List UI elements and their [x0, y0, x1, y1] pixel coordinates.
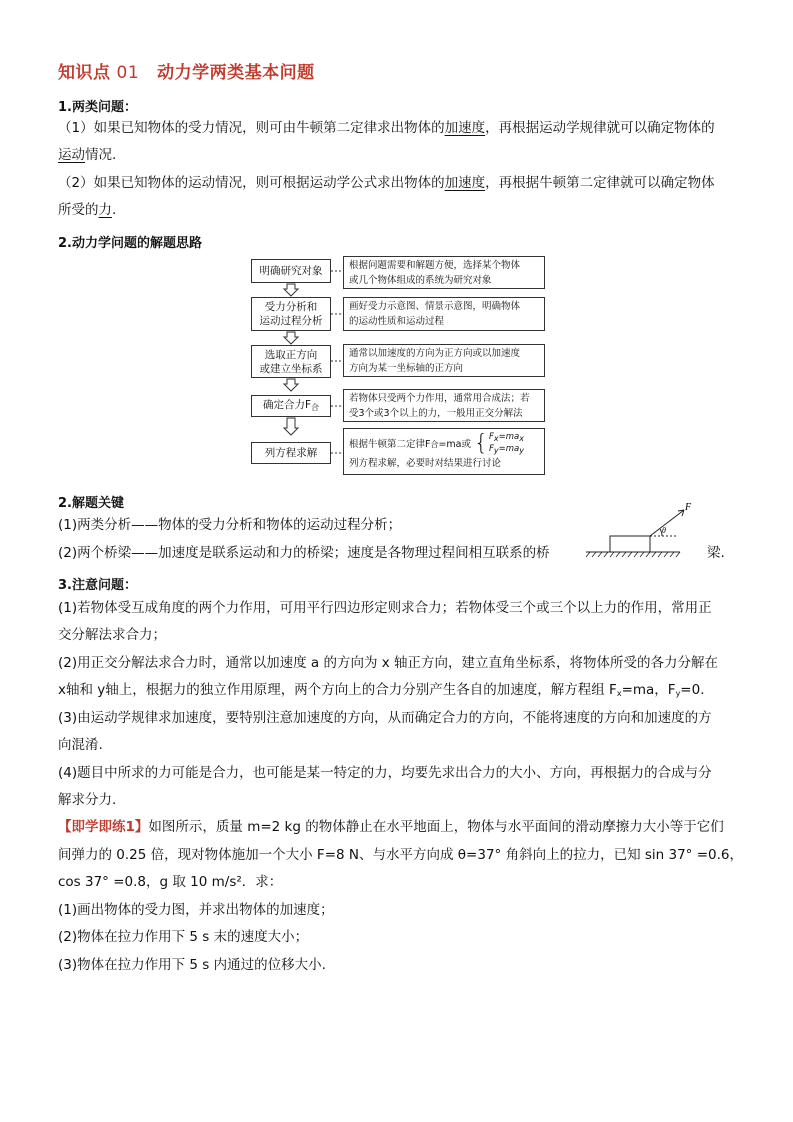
s3-line2-end: 梁.	[707, 545, 725, 561]
s1-l3c: ，再根据牛顿第二定律就可以确定物体	[485, 175, 715, 191]
s1-heading: 1.两类问题：	[58, 100, 137, 115]
s1-l1b: 加速度	[444, 120, 486, 136]
exercise-q1: (1)画出物体的受力图，并求出物体的加速度；	[58, 902, 334, 918]
eq-y-F: F	[489, 444, 494, 454]
s4-l4c: =0.	[680, 682, 705, 698]
eq-y-sub: y	[493, 446, 499, 455]
s4-line8: 解求分力.	[58, 792, 117, 808]
flow-step-2-line1: 受力分析和	[264, 301, 318, 313]
angle-label: θ	[662, 526, 666, 535]
s4-l4b: =ma，F	[621, 682, 676, 698]
down-arrow-icon-2	[284, 332, 298, 344]
s1-l2a: 运动	[58, 147, 85, 163]
flow-step-3-line2: 或建立坐标系	[259, 362, 323, 375]
s3-line2: (2)两个桥梁——加速度是联系运动和力的桥梁；速度是各物理过程间相互联系的桥	[58, 545, 550, 561]
s3-heading: 2.解题关键	[58, 496, 124, 511]
flow-note-5-text1: 根据牛顿第二定律F	[349, 438, 431, 450]
eq-y-rhs: =ma	[498, 444, 520, 454]
eq-x-sub2: x	[519, 434, 524, 443]
s4-line5: (3)由运动学规律求加速度，要特别注意加速度的方向，从而确定合力的方向，不能将速度的方向和加速度的方	[58, 710, 712, 726]
s1-l1a: （1）如果已知物体的受力情况，则可由牛顿第二定律求出物体的	[58, 120, 445, 136]
exercise-q2: (2)物体在拉力作用下 5 s 末的速度大小；	[58, 929, 309, 945]
s4-l4-sub2: y	[675, 689, 681, 698]
exercise-line2: 间弹力的 0.25 倍，现对物体施加一个大小 F=8 N、与水平方向成 θ=37° 角斜向上的拉力，已知 sin 37° =0.6，	[58, 847, 743, 863]
eq-x-F: F	[489, 432, 494, 442]
exercise-line3: cos 37° =0.8，g 取 10 m/s²．求：	[58, 874, 283, 890]
title-text: 动力学两类基本问题	[157, 63, 315, 83]
s1-l2b: 情况.	[85, 147, 117, 163]
s4-line7: (4)题目中所求的力可能是合力，也可能是某一特定的力，均要先求出合力的大小、方向，再根据力的合成与分	[58, 765, 712, 781]
s1-l4b: 力	[98, 202, 112, 218]
s1-l3b: 加速度	[444, 175, 486, 191]
down-arrow-icon-4	[284, 418, 298, 435]
s2-heading: 2.动力学问题的解题思路	[58, 236, 202, 251]
flow-note-4-line1: 若物体只受两个力作用，通常用合成法；若	[349, 392, 530, 404]
flow-note-5-text2: =ma或	[438, 438, 472, 450]
force-diagram	[584, 500, 694, 562]
s1-l4a: 所受的	[58, 202, 99, 218]
s1-l1c: ，再根据运动学规律就可以确定物体的	[485, 120, 715, 136]
exercise-q3: (3)物体在拉力作用下 5 s 内通过的位移大小.	[58, 957, 326, 973]
title-prefix: 知识点	[58, 63, 111, 83]
exercise-tag: 【即学即练1】	[58, 819, 149, 835]
title-number: 01	[116, 63, 140, 83]
block-shape	[610, 536, 650, 552]
flow-step-2-line2: 运动过程分析	[259, 315, 323, 327]
eq-x-rhs: =ma	[498, 432, 520, 442]
flow-note-1-line1: 根据问题需要和解题方便，选择某个物体	[349, 259, 521, 271]
s3-line1: (1)两类分析——物体的受力分析和物体的运动过程分析；	[58, 517, 402, 533]
flow-step-4-sub: 合	[311, 402, 320, 412]
flow-step-3-line1: 选取正方向	[264, 348, 318, 361]
s4-line1: (1)若物体受互成角度的两个力作用，可用平行四边形定则求合力；若物体受三个或三个以上力的作用，常用正	[58, 600, 712, 616]
flow-step-5-label: 列方程求解	[264, 447, 318, 459]
flow-note-3-line2: 方向为某一坐标轴的正方向	[349, 362, 464, 374]
s4-heading: 3.注意问题：	[58, 578, 137, 593]
s4-line2: 交分解法求合力；	[58, 627, 166, 643]
eq-y-sub2: y	[519, 446, 524, 455]
s4-line3: (2)用正交分解法求合力时，通常以加速度 a 的方向为 x 轴正方向，建立直角坐标系，将物体所受的各力分解在	[58, 655, 719, 671]
s1-l3a: （2）如果已知物体的运动情况，则可根据运动学公式求出物体的	[58, 175, 445, 191]
flow-note-5-line2: 列方程求解，必要时对结果进行讨论	[349, 458, 502, 469]
flow-note-5-sub: 合	[430, 439, 439, 449]
s4-line4	[58, 677, 705, 707]
exercise-line1	[58, 814, 724, 841]
flow-note-2-line2: 的运动性质和运动过程	[349, 316, 445, 327]
s4-l4-sub1: x	[616, 689, 622, 698]
s1-l4c: .	[112, 202, 117, 218]
flow-connectors	[0, 0, 793, 500]
eq-x-sub: x	[493, 434, 499, 443]
force-label: F	[685, 502, 692, 513]
flow-note-4-line2: 受3个或3个以上的力，一般用正交分解法	[349, 407, 523, 419]
s4-l4a: x轴和 y轴上，根据力的独立作用原理，两个方向上的合力分别产生各自的加速度，解方程组 F	[58, 682, 617, 698]
flow-note-2-line1: 画好受力示意图、情景示意图，明确物体	[349, 301, 521, 312]
exercise-l1: 如图所示，质量 m=2 kg 的物体静止在水平地面上，物体与水平面间的滑动摩擦力大小等于它们	[148, 819, 724, 835]
flow-note-1-line2: 或几个物体组成的系统为研究对象	[349, 274, 492, 286]
brace-icon: {	[474, 431, 489, 456]
flow-step-4-text: 确定合力F	[262, 398, 312, 411]
s4-line6: 向混淆.	[58, 737, 103, 753]
flow-note-3-line1: 通常以加速度的方向为正方向或以加速度	[349, 347, 521, 359]
down-arrow-icon-3	[284, 379, 298, 391]
down-arrow-icon-1	[284, 284, 298, 296]
flow-step-1-label: 明确研究对象	[259, 265, 323, 277]
